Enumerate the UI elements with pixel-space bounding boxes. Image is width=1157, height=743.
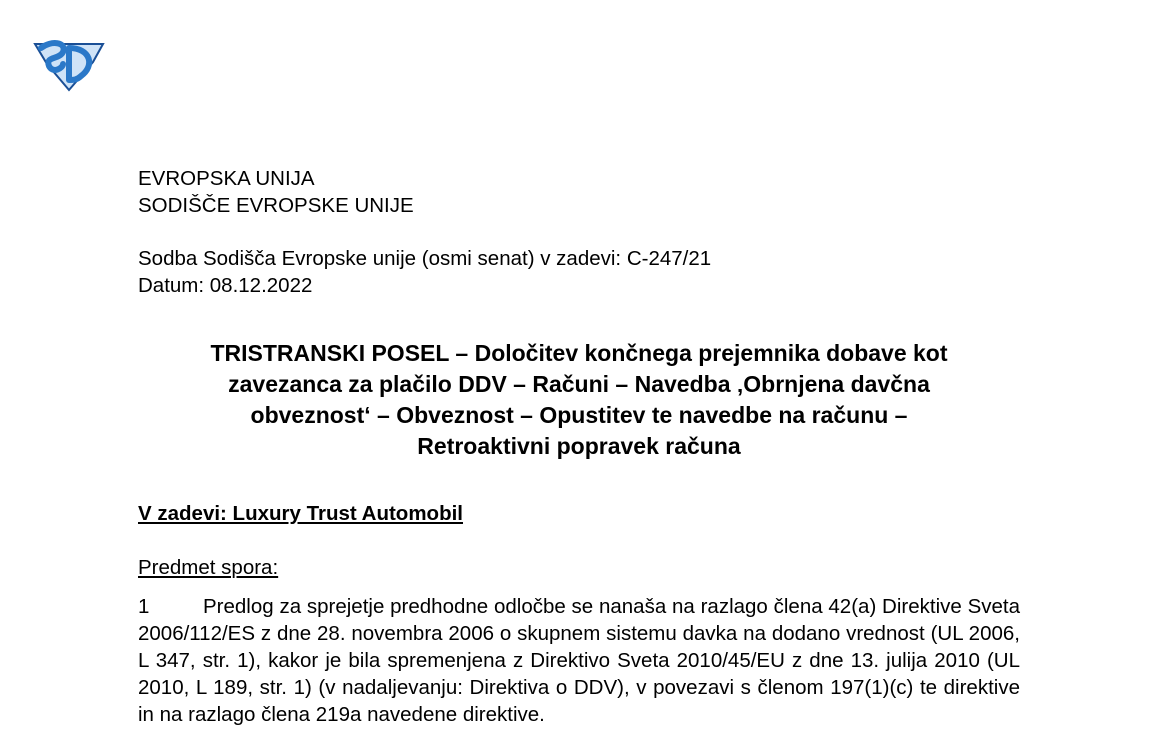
publisher-logo [33, 36, 105, 92]
case-matter-heading: V zadevi: Luxury Trust Automobil [138, 502, 463, 525]
case-reference: Sodba Sodišča Evropske unije (osmi senat) v zadevi: C-247/21 [138, 247, 712, 270]
court-name-line2: SODIŠČE EVROPSKE UNIJE [138, 194, 414, 217]
court-name-line1: EVROPSKA UNIJA [138, 167, 315, 190]
paragraph-1 [138, 593, 1020, 728]
subject-heading: Predmet spora: [138, 556, 279, 579]
paragraph-number: 1 [138, 595, 150, 618]
title-line: obveznost‘ – Obveznost – Opustitev te navedbe na računu – [250, 402, 908, 428]
judgment-title [138, 338, 1020, 462]
judgment-date: Datum: 08.12.2022 [138, 274, 313, 297]
title-line: Retroaktivni popravek računa [417, 433, 741, 459]
paragraph-text: Predlog za sprejetje predhodne odločbe se nanaša na razlago člena 42(a) Direktive Sveta 2006/112/ES z dne 28. novembra 2006 o skupnem sistemu davka na dodano vrednost (UL 2006, L 347, str. 1), kakor je bila spremenjena z Direktivo Sveta 2010/45/EU z dne 13. julija 2010 (UL 2010, L 189, str. 1) (v nadaljevanju: Direktiva o DDV), v povezavi s členom 197(1)(c) te direktive in na razlago člena 219a navedene direktive. [138, 595, 1020, 726]
title-line: TRISTRANSKI POSEL – Določitev končnega prejemnika dobave kot [210, 340, 948, 366]
title-line: zavezanca za plačilo DDV – Računi – Navedba ‚Obrnjena davčna [228, 371, 930, 397]
